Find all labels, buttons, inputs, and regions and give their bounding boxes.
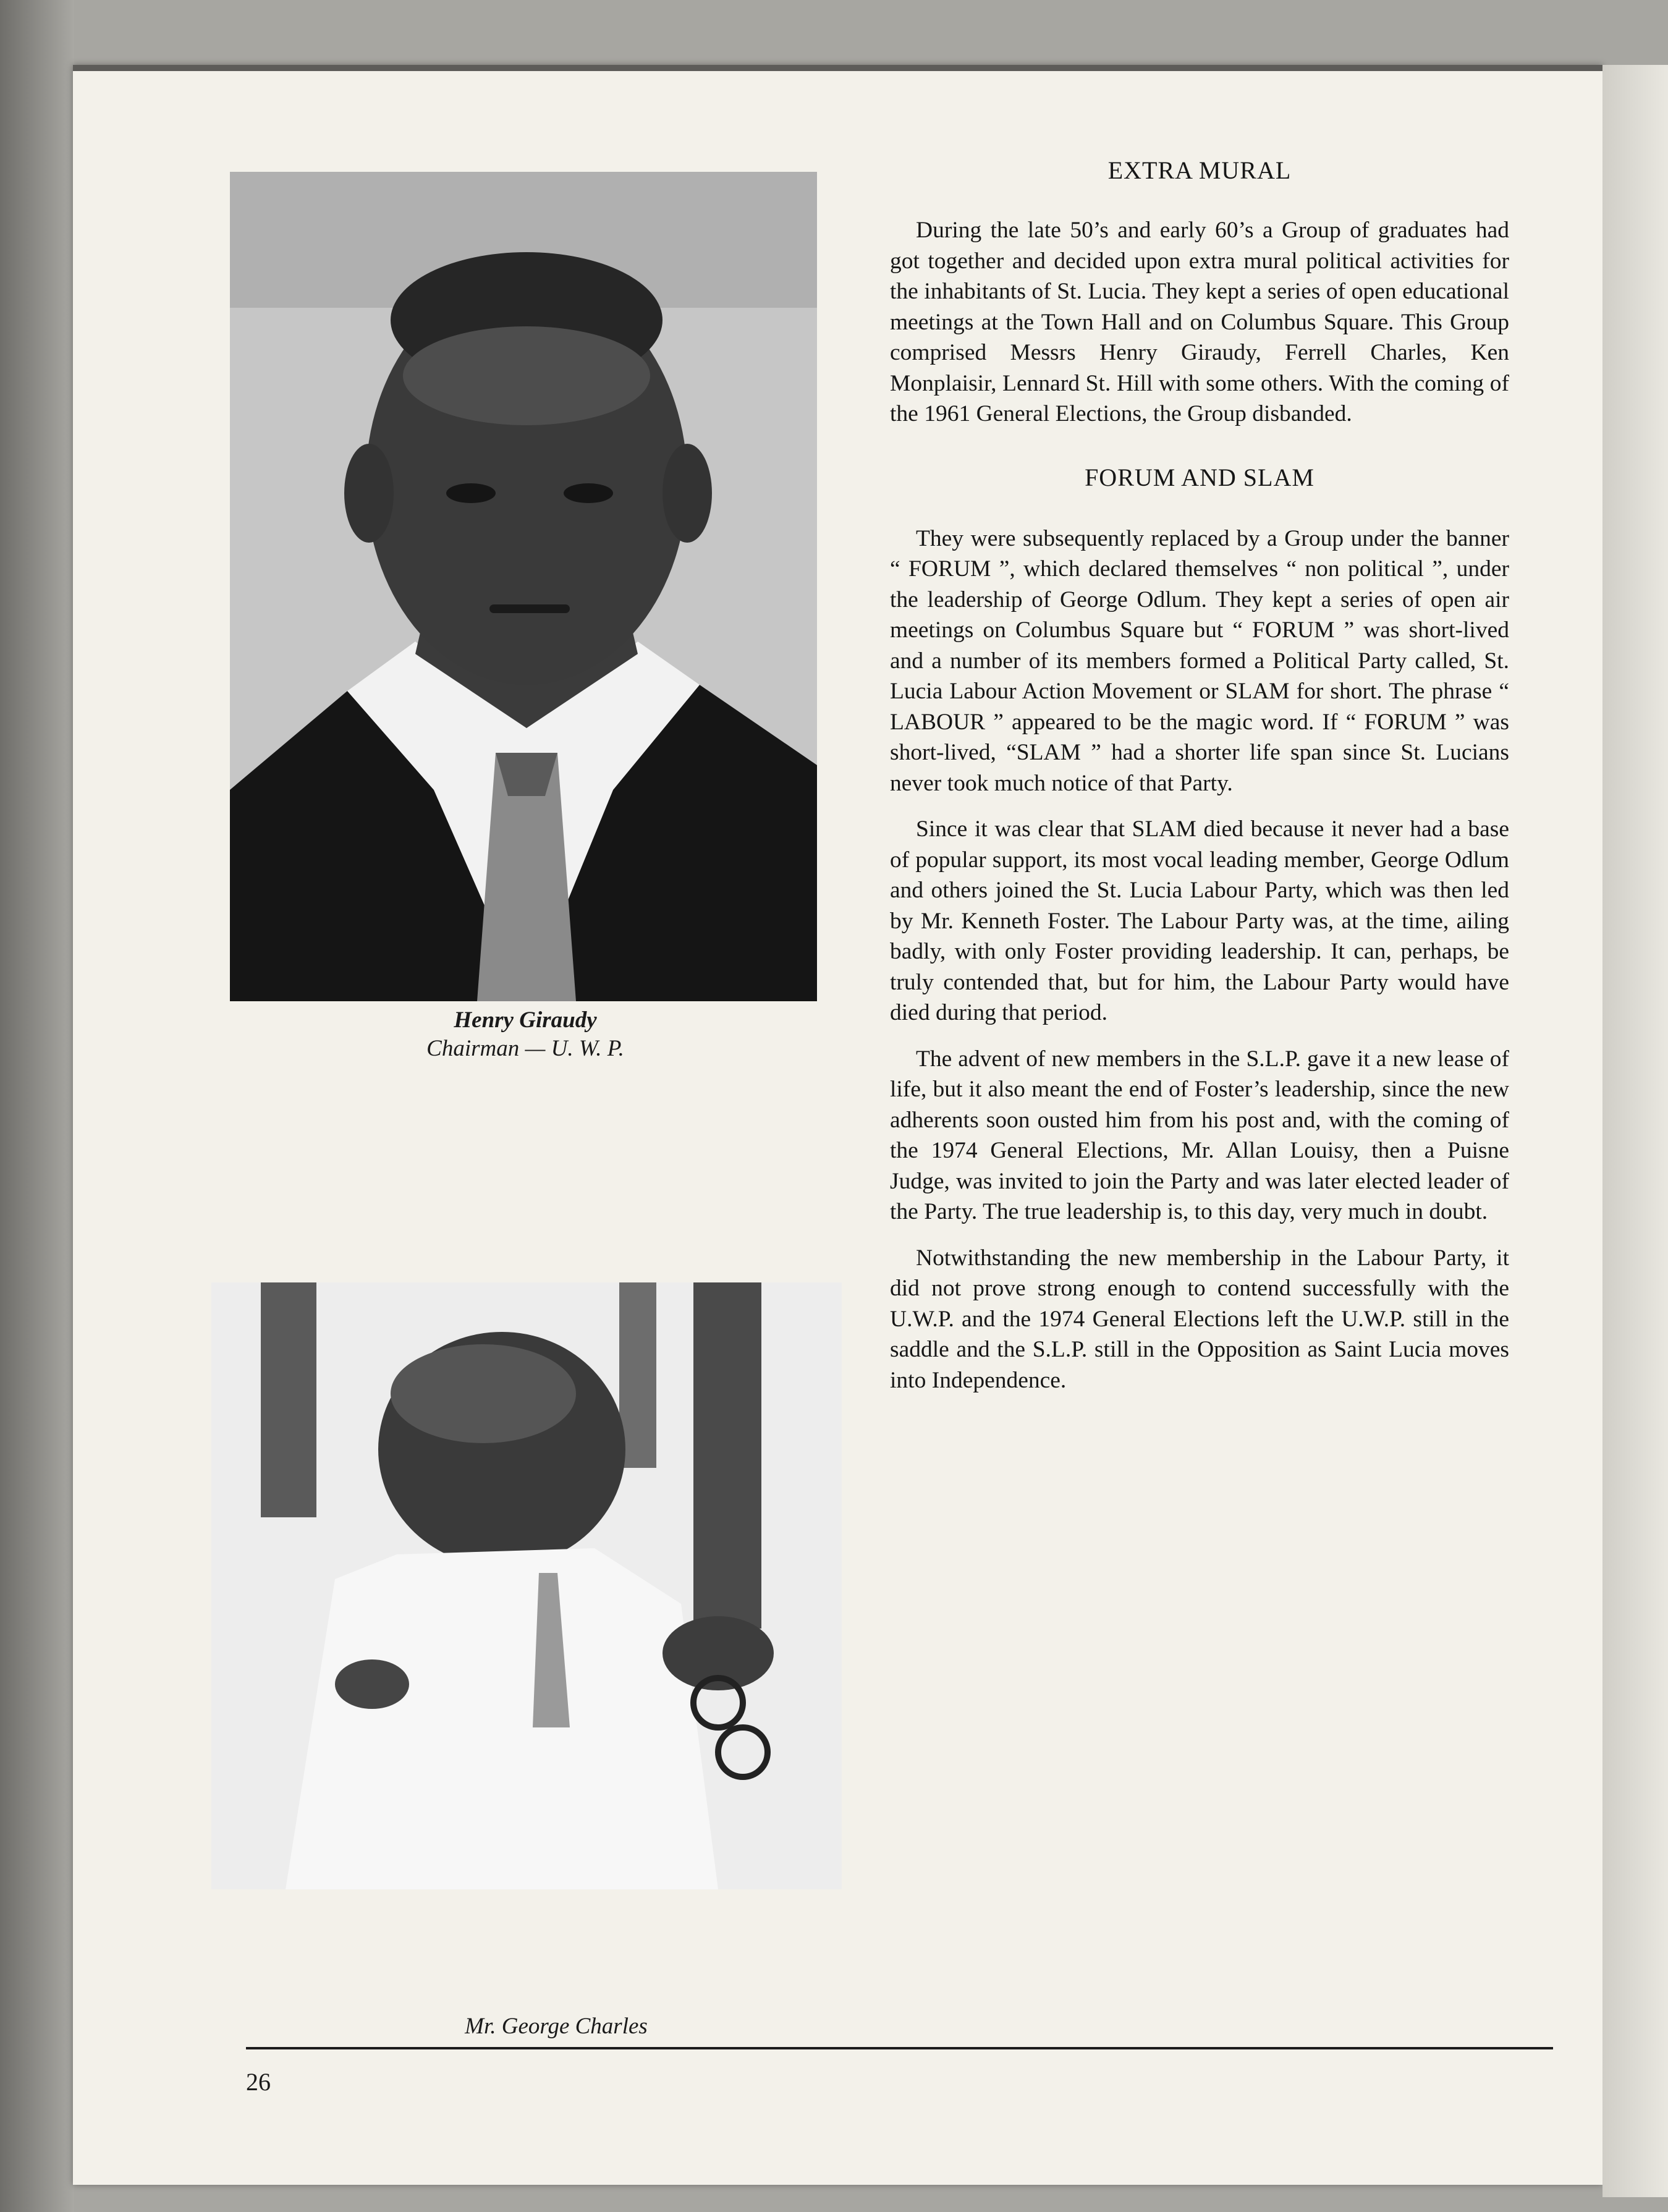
paragraph-extra-mural: During the late 50’s and early 60’s a Group of graduates had got together and decided upon extra mural political activities for the inhabitants of St. Lucia. They kept a series of open educational meetings at the Town Hall and on Columbus Square. This Group comprised Messrs Henry Giraudy, Ferrell Charles, Ken Monplaisir, Lennard St. Hill with some others. With the coming of the 1961 General Elections, the Group disbanded. xyxy=(890,218,1509,426)
article-column xyxy=(890,155,1509,1396)
portrait-caption xyxy=(309,1006,742,1063)
portrait-photo-icon xyxy=(230,172,817,1001)
heading-forum-and-slam: FORUM AND SLAM xyxy=(1085,463,1315,491)
footer-rule xyxy=(246,2047,1553,2049)
portrait-photo-henry-giraudy xyxy=(230,172,817,1001)
photo-george-charles xyxy=(211,1282,842,1889)
caption-name: Henry Giraudy xyxy=(454,1007,597,1033)
caption-title: Chairman — U. W. P. xyxy=(426,1036,624,1061)
binding-shadow xyxy=(0,0,74,2212)
page-top-edge xyxy=(73,65,1602,71)
seated-man-photo-icon xyxy=(211,1282,842,1889)
paragraph-slam-died: Since it was clear that SLAM died because it never had a base of popular support, its most vocal leading member, George Odlum and others joined the St. Lucia Labour Party, which was then led by Mr. Kenneth Foster. The Labour Party was, at the time, ailing badly, with only Foster providing leadership. It can, perhaps, be truly contended that, but for him, the Labour Party would have died during that period. xyxy=(890,816,1509,1025)
heading-extra-mural: EXTRA MURAL xyxy=(1107,156,1292,184)
next-page-edge xyxy=(1602,65,1668,2197)
paragraph-notwithstanding: Notwithstanding the new membership in the Labour Party, it did not prove strong enough to contend successfully with the U.W.P. and the 1974 General Elections left the U.W.P. still in the saddle and the S.L.P. still in the Opposition as Saint Lucia moves into Independence. xyxy=(890,1245,1509,1393)
page-number: 26 xyxy=(246,2068,271,2096)
paragraph-new-members: The advent of new members in the S.L.P. gave it a new lease of life, but it also meant the end of Foster’s leadership, since the new adherents soon ousted him from his post and, with the coming of the 1974 General Elections, Mr. Allan Louisy, then a Puisne Judge, was invited to join the Party and was later elected leader of the Party. The true leadership is, to this day, very much in doubt. xyxy=(890,1046,1509,1224)
paragraph-forum: They were subsequently replaced by a Group under the banner “ FORUM ”, which declared themselves “ non political ”, under the leadership of George Odlum. They kept a series of open air meetings on Columbus Square but “ FORUM ” was short-lived and a number of its members formed a Political Party called, St. Lucia Labour Action Movement or SLAM for short. The phrase “ LABOUR ” appeared to be the magic word. If “ FORUM ” was short-lived, “SLAM ” had a shorter life span since St. Lucians never took much notice of that Party. xyxy=(890,525,1509,796)
george-charles-caption: Mr. George Charles xyxy=(465,2014,648,2039)
